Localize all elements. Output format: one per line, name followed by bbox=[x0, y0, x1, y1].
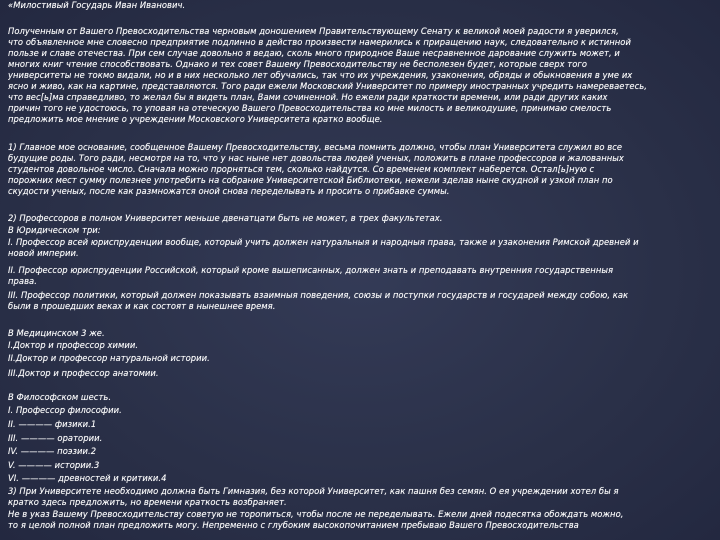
text-line: IV. ———— поэзии.2 bbox=[8, 446, 97, 456]
salutation-line: «Милостивый Государь Иван Иванович. bbox=[8, 0, 186, 10]
text-line: что объявленное мне словесно предприятие подлинно в действо произвести намерились к приращению наук, следовательно к истинной bbox=[8, 37, 631, 47]
text-line: новой империи. bbox=[8, 248, 79, 258]
text-line: III.Доктор и профессор анатомии. bbox=[8, 368, 159, 378]
text-line: II. ———— физики.1 bbox=[8, 419, 97, 429]
text-line: ясно и живо, как на картине, представляются. Того ради ежели Московский Университет по примеру иностранных учредить намереваетесь, bbox=[8, 81, 647, 91]
text-line: 1) Главное мое основание, сообщенное Вашему Превосходительству, весьма помнить должно, чтобы план Университета служил во все bbox=[8, 142, 623, 152]
text-line: были в прошедших веках и как состоят в нынешнее время. bbox=[8, 301, 276, 311]
text-line: причин того не удостоюсь, то уповая на отеческую Вашего Превосходительства ко мне милость и великодушие, принимаю смелость bbox=[8, 103, 612, 113]
text-line: VI. ———— древностей и критики.4 bbox=[8, 473, 167, 483]
text-line: В Философском шесть. bbox=[8, 392, 112, 402]
text-line: студентов довольное число. Сначала можно прорняться тем, сколько найдутся. Со временем комплект наберется. Остал[ь]ную с bbox=[8, 164, 595, 174]
text-line: скудости ученых, после как размножатся оной снова переделывать и просить о прибавке суммы. bbox=[8, 186, 450, 196]
text-line: Полученным от Вашего Превосходительства черновым доношением Правительствующему Сенату к великой моей радости я уверился, bbox=[8, 26, 619, 36]
text-line: В Юридическом три: bbox=[8, 225, 101, 235]
text-line: университеты не токмо видали, но и в них несколько лет обучались, так что их учреждения, узаконения, обряды и обыкновения в уме их bbox=[8, 70, 633, 80]
text-line: 2) Профессоров в полном Университет меньше двенатцати быть не может, в трех факультетах. bbox=[8, 213, 443, 223]
text-line: II. Профессор юриспруденции Российской, который кроме вышеписанных, должен знать и преподавать внутренния государственныя bbox=[8, 265, 614, 275]
document-slide bbox=[8, 0, 708, 540]
text-line: то я целой полной план предложить могу. Непременно с глубоким высокопочитанием пребываю Вашего Превосходительства bbox=[8, 520, 579, 530]
text-line: многих книг чтение способствовать. Однако и тех совет Вашему Превосходительству не бесполезен будет, которые сверх того bbox=[8, 59, 588, 69]
text-line: V. ———— истории.3 bbox=[8, 460, 100, 470]
text-line: пользе и славе отечества. При сем случае довольно я ведаю, сколь много природное Ваше несравненное дарование служить может, и bbox=[8, 48, 620, 58]
text-line: I. Профессор всей юриспруденции вообще, который учить должен натуральныя и народныя права, также и узаконения Римской древней и bbox=[8, 237, 639, 247]
text-line: III. ———— оратории. bbox=[8, 433, 103, 443]
text-line: I.Доктор и профессор химии. bbox=[8, 340, 139, 350]
text-line: будущие роды. Того ради, несмотря на то, что у нас ныне нет довольства людей ученых, положить в плане профессоров и жалованных bbox=[8, 153, 624, 163]
text-line: I. Профессор философии. bbox=[8, 405, 122, 415]
text-line: Не в указ Вашему Превосходительству советую не торопиться, чтобы после не переделывать. Ежели дней подесятка обождать можно, bbox=[8, 509, 624, 519]
text-line: права. bbox=[8, 276, 37, 286]
text-line: 3) При Университете необходимо должна быть Гимназия, без которой Университет, как пашня без семян. О ея учреждении хотел бы я bbox=[8, 486, 619, 496]
text-line: II.Доктор и профессор натуральной истории. bbox=[8, 353, 210, 363]
text-line: предложить мое мнение о учреждении Московского Университета кратко вообще. bbox=[8, 114, 383, 124]
text-line: кратко здесь предложить, но времени краткость возбраняет. bbox=[8, 497, 287, 507]
text-line: В Медицинском 3 же. bbox=[8, 328, 105, 338]
text-line: III. Профессор политики, который должен показывать взаимныя поведения, союзы и поступки государств и государей между собою, как bbox=[8, 290, 629, 300]
text-line: порожних мест сумму полезнее употребить на собрание Университетской Библиотеки, нежели зделав ныне скудной и узкой план по bbox=[8, 175, 613, 185]
text-line: что вес[ь]ма справедливо, то желал бы я видеть план, Вами сочиненной. Но ежели ради краткости времени, или ради других каких bbox=[8, 92, 608, 102]
